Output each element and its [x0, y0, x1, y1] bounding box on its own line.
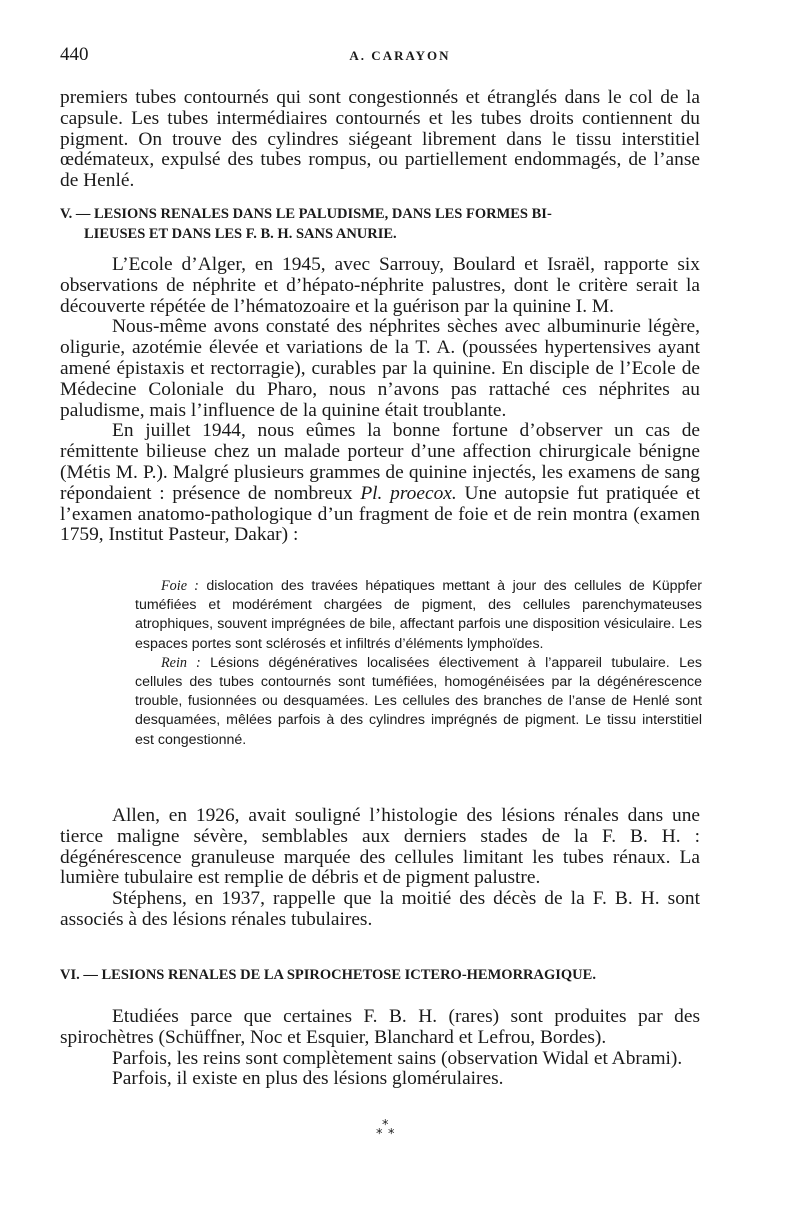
page-number: 440: [60, 44, 89, 65]
paragraph: Allen, en 1926, avait souligné l’histologie des lésions rénales dans une tierce maligne sévère, semblables aux derniers stades de la F. B. H. : dégénérescence granuleuse marquée des cellules limitant les tubes rénaux. La lumière tubulaire est remplie de débris et de pigment palustre.: [60, 805, 700, 889]
paragraph: Etudiées parce que certaines F. B. H. (rares) sont produites par des spirochètres (Schüffner, Noc et Esquier, Blanchard et Lefrou, Bordes).: [60, 1006, 700, 1048]
page-header: [60, 44, 740, 68]
section-vi-body: [60, 1007, 700, 1090]
foie-label: Foie :: [161, 578, 199, 594]
rein-text: Lésions dégénératives localisées électivement à l’appareil tubulaire. Les cellules des tubes contournés sont tuméfiées, homogénéisées par la dégénérescence trouble, fusionnées ou desquamées. Les cellules des branches de l’anse de Henlé sont desquamées, mêlées parfois à des cylindres imprégnés de pigment. Le tissu interstitiel est congestionné.: [135, 654, 702, 748]
section-v-body-continued: [60, 806, 700, 931]
paragraph: Nous-même avons constaté des néphrites sèches avec albuminurie légère, oligurie, azotémie élevée et variations de la T. A. (poussées hypertensives ayant amené épistaxis et rectorragie), curables par la quinine. En disciple de l’Ecole de Médecine Coloniale du Pharo, nous n’avons pas rattaché ces néphrites au paludisme, mais l’influence de la quinine était troublante.: [60, 316, 700, 421]
section-v-heading-line1: V. — LESIONS RENALES DANS LE PALUDISME, DANS LES FORMES BI-: [60, 206, 552, 222]
rein-label: Rein :: [161, 654, 201, 671]
species-name: Pl. proecox.: [360, 482, 457, 504]
section-v-heading-line2: LIEUSES ET DANS LES F. B. H. SANS ANURIE.: [84, 226, 397, 242]
asterism-star: *: [376, 1127, 383, 1142]
section-v-heading: [60, 204, 700, 244]
paragraph-autopsy: [60, 421, 700, 546]
asterism-star: *: [388, 1127, 395, 1142]
paragraph-part: Une autopsie fut pratiquée et l’examen anatomo-pathologique d’un fragment de foie et de rein montra (examen 1759, Institut Pasteur, Dakar) :: [60, 482, 700, 546]
continuation-text: premiers tubes contournés qui sont congestionnés et étranglés dans le col de la capsule. Les tubes intermédiaires contournés et les tubes droits contiennent du pigment. On trouve des cylindres siégeant librement dans le tissu interstitiel œdémateux, expulsé des tubes rompus, ou partiellement endommagés, de l’anse de Henlé.: [60, 87, 700, 192]
asterism-divider: [372, 1118, 412, 1148]
foie-finding: [135, 577, 702, 654]
paragraph-part: En juillet 1944, nous eûmes la bonne fortune d’observer un cas de rémittente bilieuse chez un malade porteur d’une affection chirurgicale bénigne (Métis M. P.). Malgré plusieurs grammes de quinine injectés, les examens de sang répondaient : présence de nombreux: [60, 420, 700, 504]
foie-text: dislocation des travées hépatiques mettant à jour des cellules de Küppfer tuméfiées et modérément chargées de pigment, des cellules parenchymateuses atrophiques, souvent imprégnées de bile, affectant parfois une disposition vésiculaire. Les espaces portes sont sclérosés et infiltrés d’éléments lymphoïdes.: [135, 578, 702, 652]
paragraph: Stéphens, en 1937, rappelle que la moitié des décès de la F. B. H. sont associés à des lésions rénales tubulaires.: [60, 888, 700, 930]
histology-report: [135, 577, 702, 750]
section-v-body: [60, 255, 700, 546]
asterism-star: *: [382, 1118, 389, 1133]
paragraph: Parfois, il existe en plus des lésions glomérulaires.: [112, 1068, 504, 1090]
running-head-author: A. CARAYON: [349, 48, 451, 63]
paragraph: L’Ecole d’Alger, en 1945, avec Sarrouy, Boulard et Israël, rapporte six observations de néphrite et d’hépato-néphrite palustres, dont le critère serait la découverte répétée de l’hématozoaire et la guérison par la quinine I. M.: [60, 254, 700, 317]
section-vi-heading: VI. — LESIONS RENALES DE LA SPIROCHETOSE ICTERO-HEMORRAGIQUE.: [60, 967, 596, 983]
rein-finding: [135, 654, 702, 750]
paragraph: Parfois, les reins sont complètement sains (observation Widal et Abrami).: [112, 1047, 683, 1069]
continuation-paragraph: [60, 88, 700, 192]
